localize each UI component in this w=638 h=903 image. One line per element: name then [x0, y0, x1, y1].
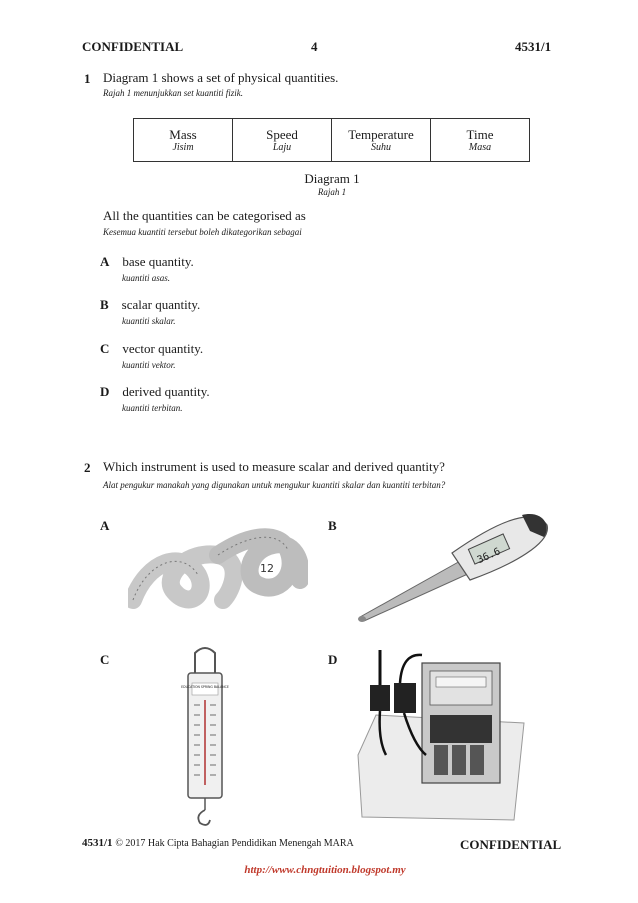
q1-stem: All the quantities can be categorised as	[103, 208, 306, 223]
option-text: base quantity.	[122, 254, 194, 269]
option-d[interactable]	[100, 383, 210, 413]
cell-translation: Laju	[272, 141, 292, 153]
cell-label: Temperature	[348, 126, 414, 142]
option-letter: B	[100, 297, 109, 312]
cell-label: Mass	[169, 126, 197, 142]
image-option-c-label[interactable]: C	[100, 652, 110, 667]
option-a[interactable]	[100, 253, 194, 283]
paper-code: 4531/1	[515, 39, 552, 54]
q1-stem-translation: Kesemua kuantiti tersebut boleh dikategorikan sebagai	[103, 227, 302, 237]
option-text: vector quantity.	[122, 341, 204, 356]
digital-thermometer-icon[interactable]	[352, 505, 552, 625]
q1-translation: Rajah 1 menunjukkan set kuantiti fizik.	[103, 88, 243, 98]
spring-balance-label: EDUCATION SPRING BALANCE	[181, 685, 229, 689]
header-confidential: CONFIDENTIAL	[82, 39, 184, 54]
footer-copyright: © 2017 Hak Cipta Bahagian Pendidikan Menengah MARA	[115, 838, 354, 849]
measuring-tape-icon[interactable]	[128, 520, 308, 615]
q1-number: 1	[84, 71, 91, 86]
electricity-meter-icon[interactable]	[356, 645, 526, 823]
tape-number: 12	[260, 562, 274, 575]
option-letter: A	[100, 254, 110, 269]
cell-label: Speed	[266, 126, 298, 142]
option-letter: D	[100, 384, 110, 399]
option-letter: C	[100, 341, 110, 356]
cell-translation: Jisim	[172, 141, 194, 153]
option-b[interactable]	[100, 296, 200, 326]
option-translation: kuantiti terbitan.	[122, 403, 183, 413]
footer-confidential: CONFIDENTIAL	[460, 837, 562, 852]
table-cell	[431, 119, 530, 162]
quantities-table	[133, 118, 530, 162]
cell-translation: Masa	[468, 141, 492, 153]
option-translation: kuantiti asas.	[122, 273, 171, 283]
page-number: 4	[311, 39, 318, 54]
image-option-a-label[interactable]: A	[100, 518, 110, 533]
image-option-b-label[interactable]: B	[328, 518, 337, 533]
diagram-caption: Diagram 1	[304, 171, 360, 186]
footer-left	[82, 837, 354, 849]
cell-translation: Suhu	[371, 141, 391, 153]
q1-text: Diagram 1 shows a set of physical quantities.	[103, 70, 339, 85]
q2-translation: Alat pengukur manakah yang digunakan untuk mengukur kuantiti skalar dan kuantiti terbitan?	[103, 480, 446, 490]
cell-label: Time	[466, 126, 494, 142]
table-cell	[233, 119, 332, 162]
footer-url-link[interactable]: http://www.chngtuition.blogspot.my	[244, 864, 406, 876]
q2-number: 2	[84, 460, 91, 475]
option-text: scalar quantity.	[121, 297, 201, 312]
q2-text: Which instrument is used to measure scalar and derived quantity?	[103, 459, 445, 474]
option-text: derived quantity.	[122, 384, 210, 399]
option-translation: kuantiti vektor.	[122, 360, 176, 370]
option-c[interactable]	[100, 340, 203, 370]
table-cell	[332, 119, 431, 162]
image-option-d-label[interactable]: D	[328, 652, 338, 667]
footer-code: 4531/1	[82, 837, 113, 849]
diagram-caption-translation: Rajah 1	[317, 187, 347, 197]
spring-balance-icon[interactable]	[180, 645, 230, 830]
table-cell	[134, 119, 233, 162]
thermometer-reading: 36.6	[475, 546, 503, 567]
option-translation: kuantiti skalar.	[122, 316, 176, 326]
